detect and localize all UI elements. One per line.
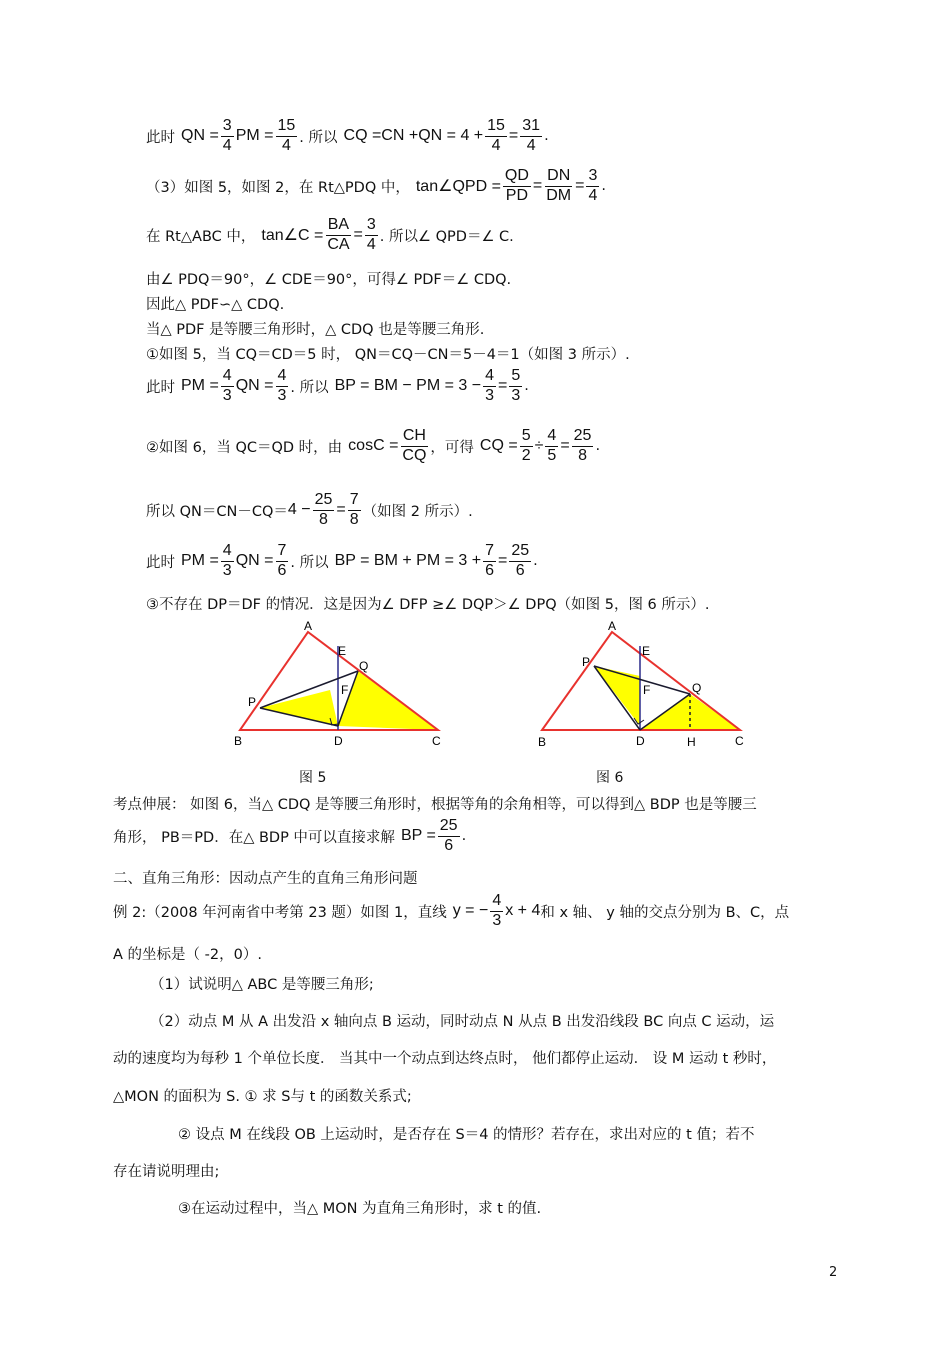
line-12: ③不存在 DP＝DF 的情况．这是因为∠ DFP ≥∠ DQP＞∠ DPQ（如图 5，图 6 所示）. <box>146 597 710 613</box>
text: . 所以∠ QPD＝∠ C. <box>379 228 514 245</box>
label-h: H <box>687 735 696 749</box>
fraction: $\frac{CH}{CQ}$ <box>402 427 427 464</box>
label-a: A <box>304 619 313 633</box>
label-d: D <box>636 734 645 748</box>
text: （如图 2 所示）. <box>362 503 473 520</box>
fraction: $\frac{3}{4}$ <box>366 216 376 253</box>
line-23: 存在请说明理由; <box>113 1164 220 1180</box>
fraction: $\frac{25}{6}$ <box>439 817 458 854</box>
math: = <box>532 177 543 195</box>
fraction: $\frac{5}{3}$ <box>511 367 521 404</box>
line-16 <box>113 893 789 930</box>
page-number: 2 <box>829 1265 838 1280</box>
label-f: F <box>643 683 651 697</box>
text: 角形， PB＝PD．在△ BDP 中可以直接求解 <box>113 829 395 846</box>
line-10 <box>146 492 473 529</box>
fraction: $\frac{4}{3}$ <box>277 367 287 404</box>
line-13: 考点伸展： 如图 6，当△ CDQ 是等腰三角形时，根据等角的余角相等，可以得到△ BDP 也是等腰三 <box>113 797 757 813</box>
math: PM = <box>181 552 219 570</box>
fraction: $\frac{4}{3}$ <box>485 367 494 404</box>
line-1 <box>146 118 549 155</box>
fraction: $\frac{QD}{PD}$ <box>504 167 529 204</box>
fraction: $\frac{25}{8}$ <box>314 491 333 528</box>
math: = <box>508 127 519 145</box>
fraction: $\frac{5}{2}$ <box>521 427 531 464</box>
math: QN = <box>235 552 274 570</box>
math: BP = <box>400 827 436 845</box>
line-5: 因此△ PDF∽△ CDQ. <box>146 297 285 313</box>
fraction: $\frac{25}{6}$ <box>511 542 530 579</box>
text: . 所以 <box>299 129 338 146</box>
math: = <box>336 501 346 519</box>
fraction: $\frac{7}{6}$ <box>277 542 287 579</box>
label-f: F <box>341 683 349 697</box>
label-e: E <box>642 644 651 658</box>
fraction: $\frac{3}{4}$ <box>588 167 598 204</box>
label-d: D <box>334 734 343 748</box>
label-b: B <box>234 734 243 748</box>
line-15: 二、直角三角形：因动点产生的直角三角形问题 <box>113 871 418 887</box>
math: = <box>575 177 585 195</box>
line-9 <box>146 428 600 465</box>
figure-6 <box>532 618 752 752</box>
line-7: ①如图 5，当 CQ＝CD＝5 时， QN＝CQ－CN＝5－4＝1（如图 3 所示）. <box>146 347 630 363</box>
triangle-pdf-fill <box>260 690 338 726</box>
label-p: P <box>248 695 257 709</box>
text: 此时 <box>146 379 175 396</box>
math: y = − <box>452 902 489 920</box>
math: tan∠C = <box>261 227 324 245</box>
math: QN = <box>181 127 219 145</box>
fraction: $\frac{25}{8}$ <box>573 427 592 464</box>
triangle-cdq-fill <box>338 671 438 730</box>
label-q: Q <box>359 659 369 673</box>
label-b: B <box>538 735 547 749</box>
math: QN = <box>235 377 274 395</box>
line-3 <box>146 217 514 254</box>
fraction: $\frac{BA}{CA}$ <box>327 216 350 253</box>
fraction: $\frac{7}{6}$ <box>485 542 494 579</box>
math: BP = BM + PM = 3 + <box>334 552 482 570</box>
fraction: $\frac{3}{4}$ <box>222 117 232 154</box>
figure-5 <box>230 618 450 750</box>
line-4: 由∠ PDQ＝90°，∠ CDE＝90°，可得∠ PDF＝∠ CDQ. <box>146 272 512 288</box>
math: ÷ <box>534 437 544 455</box>
math: = <box>560 437 570 455</box>
fraction: $\frac{4}{5}$ <box>547 427 557 464</box>
label-c: C <box>432 734 441 748</box>
text: . <box>533 553 538 570</box>
text: . 所以 <box>290 554 329 571</box>
line-6: 当△ PDF 是等腰三角形时，△ CDQ 也是等腰三角形. <box>146 322 485 338</box>
label-a: A <box>608 619 617 633</box>
text: ②如图 6，当 QC＝QD 时，由 <box>146 439 343 456</box>
text: 和 x 轴、 y 轴的交点分别为 B、C，点 <box>540 904 790 921</box>
fraction: $\frac{31}{4}$ <box>522 117 541 154</box>
text: ，可得 <box>430 439 474 456</box>
fraction: $\frac{15}{4}$ <box>487 117 505 154</box>
label-c: C <box>735 734 744 748</box>
line-8 <box>146 368 529 405</box>
text: （3）如图 5，如图 2，在 Rt△PDQ 中， <box>146 179 410 196</box>
label-e: E <box>338 644 347 658</box>
text: 此时 <box>146 129 175 146</box>
math: = <box>497 377 508 395</box>
math: = <box>353 226 363 244</box>
math: CQ = <box>479 437 518 455</box>
fraction: $\frac{15}{4}$ <box>277 117 296 154</box>
math: PM = <box>235 127 274 145</box>
label-q: Q <box>692 681 702 695</box>
figure-5-caption: 图 5 <box>299 770 327 786</box>
fraction: $\frac{DN}{DM}$ <box>546 167 572 204</box>
fraction: $\frac{4}{3}$ <box>222 542 232 579</box>
math: x + 4 <box>505 902 541 920</box>
text: 所以 QN＝CN－CQ＝ <box>146 503 288 520</box>
text: 此时 <box>146 554 175 571</box>
line-14 <box>113 818 466 855</box>
line-17: A 的坐标是（ -2，0）. <box>113 947 262 963</box>
math: tan∠QPD = <box>415 178 501 196</box>
math: = <box>497 552 508 570</box>
math: cosC = <box>348 437 399 455</box>
math: PM = <box>181 377 219 395</box>
text: . <box>601 178 606 195</box>
text: . 所以 <box>290 379 329 396</box>
fraction: $\frac{4}{3}$ <box>222 367 232 404</box>
math: CQ =CN +QN = 4 + <box>343 127 484 145</box>
fraction: $\frac{7}{8}$ <box>349 491 359 528</box>
math: BP = BM − PM = 3 − <box>334 377 482 395</box>
math: 4 − <box>287 501 311 519</box>
line-20: 动的速度均为每秒 1 个单位长度． 当其中一个动点到达终点时， 他们都停止运动． 设 M 运动 t 秒时， <box>113 1051 777 1067</box>
line-18: （1）试说明△ ABC 是等腰三角形; <box>150 977 374 993</box>
text: . <box>544 128 549 145</box>
line-19: （2）动点 M 从 A 出发沿 x 轴向点 B 运动，同时动点 N 从点 B 出发沿线段 BC 向点 C 运动，运 <box>150 1014 775 1030</box>
text: . <box>461 828 467 845</box>
line-21: △MON 的面积为 S. ① 求 S与 t 的函数关系式; <box>113 1089 412 1105</box>
figure-6-caption: 图 6 <box>596 770 624 786</box>
line-22: ② 设点 M 在线段 OB 上运动时，是否存在 S＝4 的情形？若存在，求出对应的 t 值；若不 <box>178 1127 755 1143</box>
text: . <box>524 378 529 395</box>
label-p: P <box>582 655 591 669</box>
text: 在 Rt△ABC 中， <box>146 228 256 245</box>
line-2 <box>146 168 606 205</box>
text: 例 2:（2008 年河南省中考第 23 题）如图 1，直线 <box>113 904 447 921</box>
line-11 <box>146 543 538 580</box>
line-24: ③在运动过程中，当△ MON 为直角三角形时，求 t 的值. <box>178 1201 542 1217</box>
text: . <box>595 438 601 455</box>
fraction: $\frac{4}{3}$ <box>492 892 502 929</box>
